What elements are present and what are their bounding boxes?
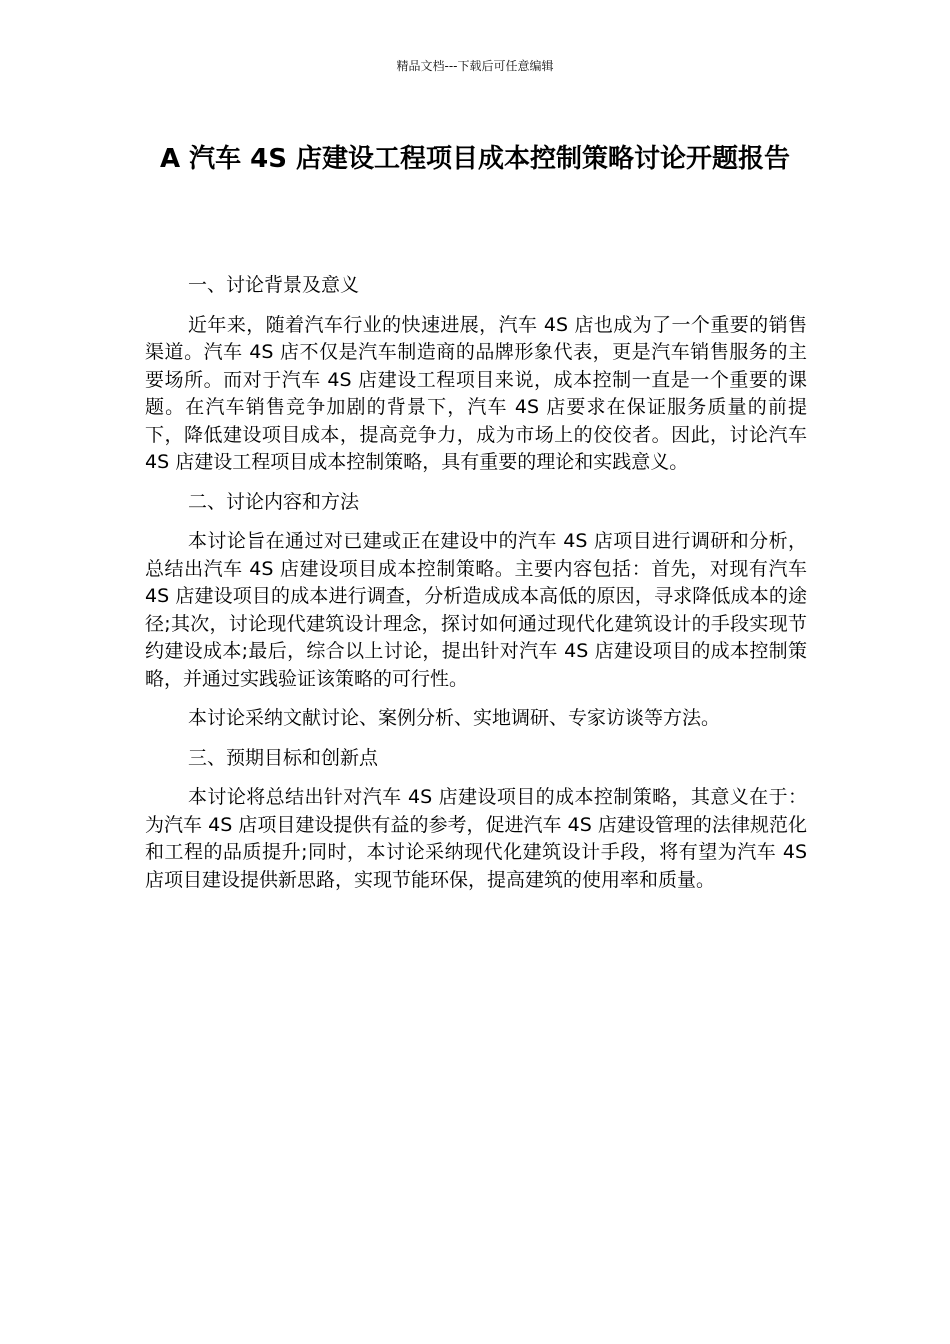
section-heading: 三、预期目标和创新点 <box>188 746 379 769</box>
document-body <box>145 272 807 906</box>
section-heading: 二、讨论内容和方法 <box>188 490 360 513</box>
section-background <box>145 272 807 477</box>
header-note: 精品文档---下载后可任意编辑 <box>396 59 554 73</box>
section-heading: 一、讨论背景及意义 <box>188 274 360 296</box>
section-goals-innovation <box>145 745 807 895</box>
paragraph: 本讨论将总结出针对汽车 4S 店建设项目的成本控制策略，其意义在于：为汽车 4S 店项目建设提供有益的参考，促进汽车 4S 店建设管理的法律规范化和工程的品质提升;同时，本讨论采纳现代化建筑设计手段，将有望为汽车 4S 店项目建设提供新思路，实现节能环保，提高建筑的使用率和质量。 <box>145 786 807 891</box>
paragraph: 本讨论采纳文献讨论、案例分析、实地调研、专家访谈等方法。 <box>188 707 721 729</box>
document-title: A 汽车 4S 店建设工程项目成本控制策略讨论开题报告 <box>159 144 791 174</box>
paragraph: 近年来，随着汽车行业的快速进展，汽车 4S 店也成为了一个重要的销售渠道。汽车 4S 店不仅是汽车制造商的品牌形象代表，更是汽车销售服务的主要场所。而对于汽车 4S 店建设工程项目来说，成本控制一直是一个重要的课题。在汽车销售竞争加剧的背景下，汽车 4S 店要求在保证服务质量的前提下，降低建设项目成本，提高竞争力，成为市场上的佼佼者。因此，讨论汽车 4S 店建设工程项目成本控制策略，具有重要的理论和实践意义。 <box>145 313 807 473</box>
section-content-methods <box>145 489 807 733</box>
paragraph: 本讨论旨在通过对已建或正在建设中的汽车 4S 店项目进行调研和分析，总结出汽车 4S 店建设项目成本控制策略。主要内容包括：首先，对现有汽车 4S 店建设项目的成本进行调查，分析造成成本高低的原因，寻求降低成本的途径;其次，讨论现代建筑设计理念，探讨如何通过现代化建筑设计的手段实现节约建设成本;最后，综合以上讨论，提出针对汽车 4S 店建设项目的成本控制策略，并通过实践验证该策略的可行性。 <box>145 530 807 690</box>
